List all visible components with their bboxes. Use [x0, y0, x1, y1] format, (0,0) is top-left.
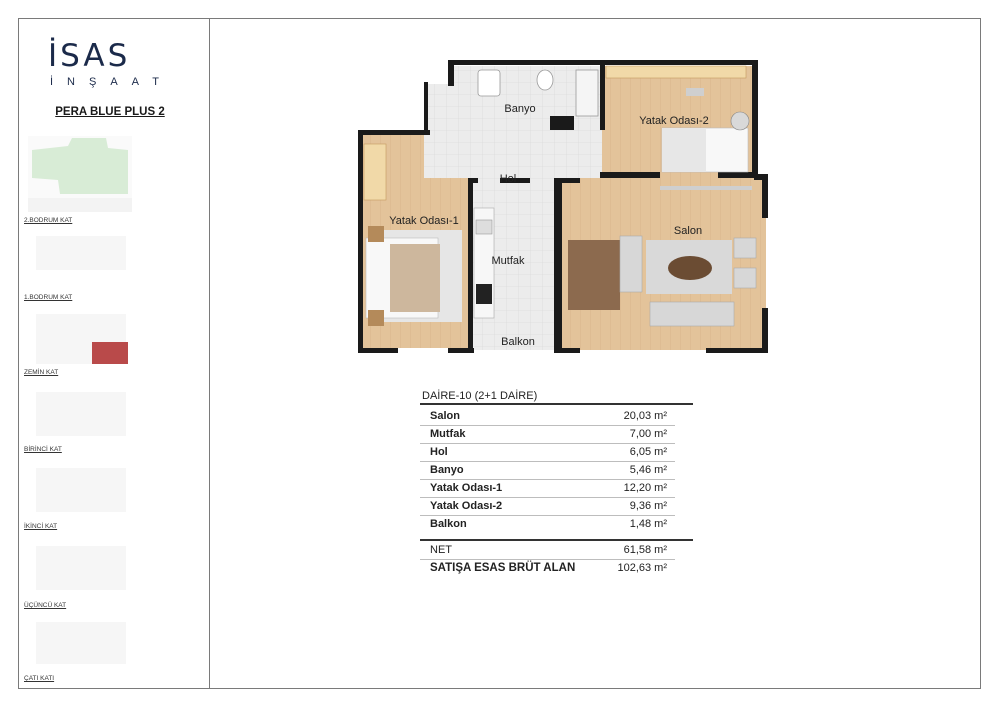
- floor-thumb-1-bodrum: [28, 230, 132, 274]
- area-table: [420, 408, 675, 534]
- area-row: [420, 480, 675, 498]
- floor-link-1-bodrum[interactable]: 1.BODRUM KAT: [24, 294, 73, 301]
- room-label-yatak-1: Yatak Odası-1: [389, 215, 459, 227]
- kitchen-sink: [476, 220, 492, 234]
- bed-2-blanket: [662, 128, 706, 172]
- toilet: [537, 70, 553, 90]
- area-name: Mutfak: [430, 428, 466, 440]
- unit-title: DAİRE-10 (2+1 DAİRE): [422, 390, 538, 402]
- floor-thumb-zemin: [28, 306, 132, 366]
- gross-row: [420, 560, 675, 578]
- bed-1-blanket: [390, 244, 440, 312]
- armchair-a: [734, 238, 756, 258]
- floor-thumb-birinci: [28, 384, 132, 442]
- floor-link-birinci[interactable]: BİRİNCİ KAT: [24, 446, 62, 453]
- floor-thumb-ucuncu: [28, 538, 132, 596]
- unit-rule: [420, 403, 693, 405]
- area-row: [420, 498, 675, 516]
- coffee-table: [668, 256, 712, 280]
- room-label-banyo: Banyo: [504, 103, 536, 115]
- area-value: 12,20 m²: [623, 482, 667, 494]
- area-name: Yatak Odası-1: [430, 482, 503, 494]
- armchair-2: [731, 112, 749, 130]
- shower: [576, 70, 598, 116]
- floor-link-2-bodrum[interactable]: 2.BODRUM KAT: [24, 217, 73, 224]
- area-name: Banyo: [430, 464, 464, 476]
- floor-link-cati[interactable]: ÇATI KATI: [24, 675, 55, 682]
- floor-plan: [350, 58, 780, 358]
- sofa-bottom: [650, 302, 734, 326]
- net-label: NET: [430, 544, 452, 556]
- project-title: PERA BLUE PLUS 2: [55, 106, 165, 118]
- brand-name: İSAS: [48, 38, 131, 74]
- site-plan-thumbnail: [28, 136, 132, 212]
- gross-label: SATIŞA ESAS BRÜT ALAN: [430, 562, 576, 574]
- gross-value: 102,63 m²: [617, 562, 667, 574]
- net-row: [420, 542, 675, 560]
- area-name: Yatak Odası-2: [430, 500, 503, 512]
- sink: [478, 70, 500, 96]
- area-row: [420, 408, 675, 426]
- area-value: 1,48 m²: [629, 518, 667, 530]
- nightstand-1b: [368, 310, 384, 326]
- dining-table: [568, 240, 620, 310]
- area-row: [420, 462, 675, 480]
- summary-rule: [420, 539, 693, 541]
- cooktop: [476, 284, 492, 304]
- unit-highlight: [92, 342, 128, 364]
- room-label-yatak-2: Yatak Odası-2: [639, 115, 709, 127]
- area-summary: [420, 542, 675, 578]
- nightstand-1a: [368, 226, 384, 242]
- floor-thumb-cati: [28, 616, 132, 670]
- floor-thumb-ikinci: [28, 460, 132, 518]
- net-value: 61,58 m²: [623, 544, 667, 556]
- area-row: [420, 444, 675, 462]
- area-name: Hol: [430, 446, 448, 458]
- area-value: 5,46 m²: [629, 464, 667, 476]
- sidebar-divider: [209, 18, 210, 689]
- area-value: 6,05 m²: [629, 446, 667, 458]
- brand-logo: [48, 38, 178, 94]
- area-value: 7,00 m²: [629, 428, 667, 440]
- floor-link-ikinci[interactable]: İKİNCİ KAT: [24, 523, 58, 530]
- armchair-b: [734, 268, 756, 288]
- wardrobe-2: [606, 66, 746, 78]
- room-label-hol: Hol: [499, 173, 517, 185]
- floor-link-zemin[interactable]: ZEMİN KAT: [24, 369, 59, 376]
- room-label-mutfak: Mutfak: [491, 255, 525, 267]
- wardrobe-1: [364, 144, 386, 200]
- desk-lamp: [686, 88, 704, 96]
- floor-link-ucuncu[interactable]: ÜÇÜNCÜ KAT: [24, 602, 67, 609]
- area-value: 9,36 m²: [629, 500, 667, 512]
- room-label-salon: Salon: [673, 225, 703, 237]
- sofa-left: [620, 236, 642, 292]
- area-row: [420, 516, 675, 534]
- area-name: Salon: [430, 410, 460, 422]
- area-name: Balkon: [430, 518, 467, 530]
- brand-sub: İNŞAAT: [50, 76, 173, 88]
- area-value: 20,03 m²: [623, 410, 667, 422]
- room-label-balkon: Balkon: [501, 336, 535, 348]
- area-row: [420, 426, 675, 444]
